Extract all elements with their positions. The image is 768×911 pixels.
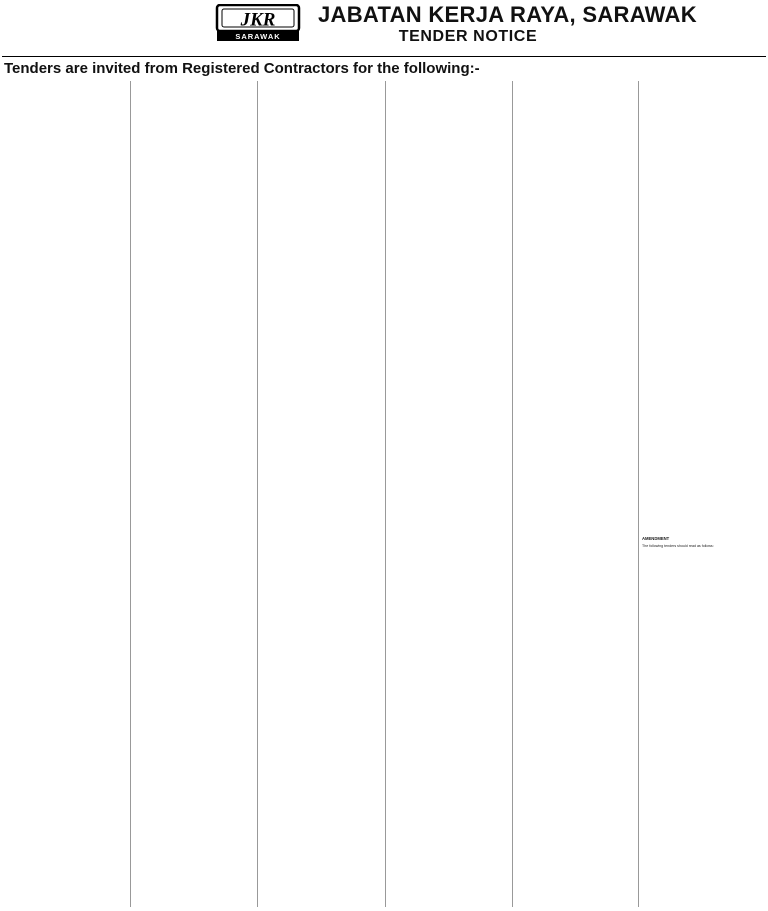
tender-paragraph xyxy=(3,169,127,174)
tender-paragraph xyxy=(261,110,384,115)
tender-paragraph xyxy=(3,105,127,110)
tender-paragraph xyxy=(261,158,384,163)
tender-paragraph xyxy=(389,105,512,110)
tender-paragraph xyxy=(261,128,384,133)
tender-paragraph xyxy=(261,163,384,168)
tender-paragraph xyxy=(389,163,512,168)
tender-paragraph xyxy=(516,87,638,92)
tender-paragraph xyxy=(261,140,384,145)
tender-paragraph xyxy=(516,110,638,115)
tender-paragraph xyxy=(3,152,127,157)
tender-paragraph xyxy=(516,158,638,163)
tender-paragraph xyxy=(134,134,256,139)
tender-paragraph xyxy=(389,116,512,121)
notice-title: TENDER NOTICE xyxy=(398,28,538,45)
tender-paragraph xyxy=(134,169,256,174)
notice-header xyxy=(0,0,768,46)
tender-paragraph xyxy=(261,116,384,121)
tender-paragraph xyxy=(134,158,256,163)
tender-paragraph xyxy=(3,128,127,133)
tender-paragraph xyxy=(3,93,127,98)
tender-paragraph xyxy=(516,93,638,98)
tender-paragraph xyxy=(516,169,638,174)
lead-heading: Tenders are invited from Registered Contractors for the following:- xyxy=(4,60,480,77)
tender-paragraph xyxy=(389,93,512,98)
tender-paragraph xyxy=(389,146,512,151)
tender-paragraph xyxy=(261,87,384,92)
notice-columns xyxy=(3,81,765,907)
tender-paragraph xyxy=(134,140,256,145)
tender-paragraph xyxy=(134,81,256,86)
jkr-logo xyxy=(214,4,302,42)
tender-paragraph xyxy=(261,169,384,174)
tender-paragraph xyxy=(389,81,512,86)
tender-paragraph xyxy=(3,99,127,104)
agency-name: JABATAN KERJA RAYA, SARAWAK xyxy=(318,2,697,27)
notice-column xyxy=(3,81,127,907)
svg-text:SARAWAK: SARAWAK xyxy=(235,32,281,41)
tender-paragraph xyxy=(516,140,638,145)
tender-paragraph xyxy=(3,134,127,139)
notice-column xyxy=(134,81,256,907)
tender-paragraph xyxy=(516,152,638,157)
tender-paragraph xyxy=(3,140,127,145)
tender-paragraph xyxy=(516,128,638,133)
tender-paragraph xyxy=(389,134,512,139)
tender-paragraph xyxy=(516,122,638,127)
tender-paragraph xyxy=(134,105,256,110)
tender-paragraph xyxy=(261,93,384,98)
tender-paragraph xyxy=(389,110,512,115)
tender-paragraph xyxy=(134,146,256,151)
tender-paragraph xyxy=(516,81,638,86)
tender-paragraph xyxy=(516,99,638,104)
tender-paragraph xyxy=(261,152,384,157)
tender-paragraph xyxy=(389,122,512,127)
tender-paragraph xyxy=(389,169,512,174)
notice-column xyxy=(516,81,638,907)
header-title-block xyxy=(318,2,697,46)
tender-paragraph xyxy=(3,163,127,168)
amendment-heading: AMENDMENT xyxy=(642,536,670,541)
notice-column xyxy=(642,81,763,907)
tender-paragraph xyxy=(261,105,384,110)
tender-paragraph xyxy=(389,158,512,163)
tender-paragraph xyxy=(3,158,127,163)
tender-paragraph xyxy=(389,140,512,145)
tender-paragraph xyxy=(516,116,638,121)
tender-paragraph xyxy=(3,146,127,151)
tender-paragraph xyxy=(389,152,512,157)
tender-paragraph xyxy=(261,134,384,139)
tender-paragraph xyxy=(134,116,256,121)
notice-column xyxy=(389,81,512,907)
tender-paragraph xyxy=(516,105,638,110)
tender-paragraph xyxy=(134,93,256,98)
tender-paragraph xyxy=(3,87,127,92)
tender-paragraph xyxy=(134,110,256,115)
tender-paragraph xyxy=(261,81,384,86)
tender-paragraph xyxy=(516,163,638,168)
tender-paragraph xyxy=(3,81,127,86)
header-divider xyxy=(2,56,766,57)
tender-paragraph xyxy=(516,146,638,151)
tender-paragraph xyxy=(134,99,256,104)
notice-column xyxy=(261,81,384,907)
tender-paragraph xyxy=(3,116,127,121)
svg-text:JKR: JKR xyxy=(240,9,276,31)
tender-paragraph xyxy=(516,134,638,139)
tender-paragraph xyxy=(389,99,512,104)
tender-paragraph xyxy=(134,128,256,133)
tender-paragraph xyxy=(134,163,256,168)
tender-paragraph xyxy=(134,152,256,157)
tender-paragraph xyxy=(261,122,384,127)
tender-paragraph xyxy=(389,128,512,133)
tender-paragraph xyxy=(389,87,512,92)
tender-paragraph xyxy=(261,99,384,104)
tender-paragraph xyxy=(3,122,127,127)
amendment-intro: The following tenders should read as follows: xyxy=(642,543,714,548)
tender-paragraph xyxy=(134,122,256,127)
tender-paragraph xyxy=(3,110,127,115)
tender-paragraph xyxy=(134,87,256,92)
column-overflow-area xyxy=(642,81,763,533)
tender-paragraph xyxy=(261,146,384,151)
